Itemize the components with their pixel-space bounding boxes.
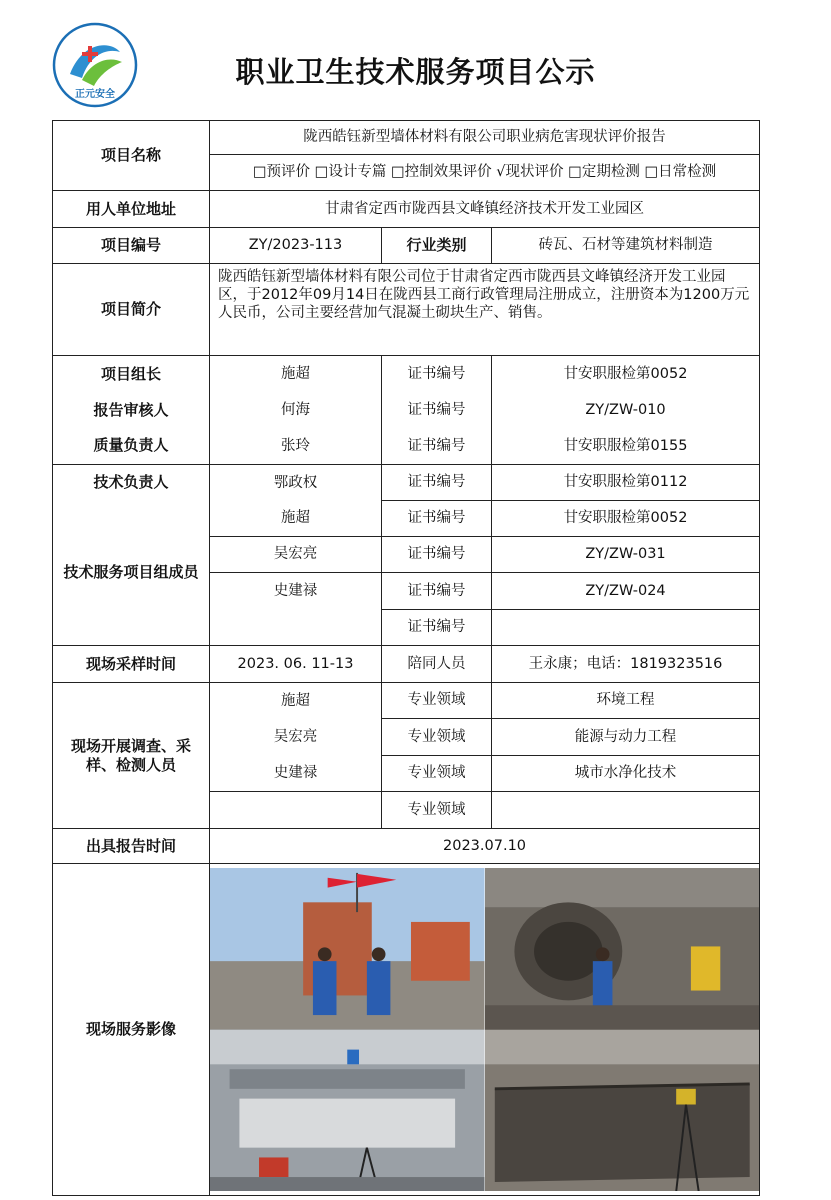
- site-photo-equipment: [485, 1030, 760, 1192]
- cert-label: 证书编号: [382, 610, 492, 646]
- photos-cell: [210, 864, 760, 1196]
- cert-label: 证书编号: [382, 537, 492, 573]
- cert-value: 甘安职服检第0052: [492, 356, 760, 393]
- team-label: 技术服务项目组成员: [53, 501, 210, 646]
- page-title: 职业卫生技术服务项目公示: [235, 55, 596, 89]
- cert-label: 证书编号: [382, 573, 492, 610]
- project-table: [52, 120, 760, 1196]
- project-code-label: 项目编号: [53, 228, 210, 264]
- site-photo-mill: [485, 868, 760, 1030]
- address-value: 甘肃省定西市陇西县文峰镇经济技术开发工业园区: [210, 191, 760, 228]
- field-value: 城市水净化技术: [492, 756, 760, 792]
- cert-label: 证书编号: [382, 465, 492, 501]
- cert-label: 证书编号: [382, 428, 492, 465]
- intro-value: 陇西皓钰新型墙体材料有限公司位于甘肃省定西市陇西县文峰镇经济开发工业园区，于2012年09月14日在陇西县工商行政管理局注册成立，注册资本为1200万元人民币，公司主要经营加气混凝土砌块生产、销售。: [210, 264, 760, 356]
- field-staff-name: 史建禄: [210, 756, 382, 792]
- project-code-value: ZY/2023-113: [210, 228, 382, 264]
- report-date-value: 2023.07.10: [210, 829, 760, 864]
- project-name-value: 陇西皓钰新型墙体材料有限公司职业病危害现状评价报告: [210, 121, 760, 155]
- field-value: [492, 792, 760, 829]
- field-label: 专业领域: [382, 756, 492, 792]
- address-label: 用人单位地址: [53, 191, 210, 228]
- people-label: 技术负责人: [53, 465, 210, 501]
- project-name-label: 项目名称: [53, 121, 210, 191]
- cert-value: ZY/ZW-024: [492, 573, 760, 610]
- project-type-options: □预评价 □设计专篇 □控制效果评价 √现状评价 □定期检测 □日常检测: [210, 155, 760, 191]
- site-photo-gate: [210, 868, 485, 1030]
- field-label: 专业领域: [382, 683, 492, 719]
- field-staff-label: 现场开展调查、采样、检测人员: [53, 683, 210, 829]
- field-staff-name: [210, 792, 382, 829]
- field-staff-name: 吴宏亮: [210, 719, 382, 756]
- escort-label: 陪同人员: [382, 646, 492, 683]
- people-label: 质量负责人: [53, 428, 210, 465]
- photos-label: 现场服务影像: [53, 864, 210, 1196]
- intro-label: 项目简介: [53, 264, 210, 356]
- cert-value: 甘安职服检第0052: [492, 501, 760, 537]
- field-label: 专业领域: [382, 792, 492, 829]
- cert-value: ZY/ZW-031: [492, 537, 760, 573]
- field-label: 专业领域: [382, 719, 492, 756]
- cert-value: ZY/ZW-010: [492, 393, 760, 428]
- people-name: 施超: [210, 356, 382, 393]
- sampling-date: 2023. 06. 11-13: [210, 646, 382, 683]
- team-member-name: [210, 610, 382, 646]
- team-member-name: 吴宏亮: [210, 537, 382, 573]
- sampling-label: 现场采样时间: [53, 646, 210, 683]
- cert-value: 甘安职服检第0112: [492, 465, 760, 501]
- site-photo-workshop: [210, 1030, 485, 1192]
- people-label: 项目组长: [53, 356, 210, 393]
- escort-value: 王永康；电话：18193235​16: [492, 646, 760, 683]
- cert-label: 证书编号: [382, 393, 492, 428]
- industry-label: 行业类别: [382, 228, 492, 264]
- report-date-label: 出具报告时间: [53, 829, 210, 864]
- team-member-name: 施超: [210, 501, 382, 537]
- people-name: 何海: [210, 393, 382, 428]
- cert-label: 证书编号: [382, 501, 492, 537]
- people-name: 鄂政权: [210, 465, 382, 501]
- people-name: 张玲: [210, 428, 382, 465]
- cert-label: 证书编号: [382, 356, 492, 393]
- cert-value: [492, 610, 760, 646]
- industry-value: 砖瓦、石材等建筑材料制造: [492, 228, 760, 264]
- field-staff-name: 施超: [210, 683, 382, 719]
- field-value: 能源与动力工程: [492, 719, 760, 756]
- field-value: 环境工程: [492, 683, 760, 719]
- logo-text: 正元安全: [75, 89, 115, 100]
- team-member-name: 史建禄: [210, 573, 382, 610]
- people-label: 报告审核人: [53, 393, 210, 428]
- cert-value: 甘安职服检第0155: [492, 428, 760, 465]
